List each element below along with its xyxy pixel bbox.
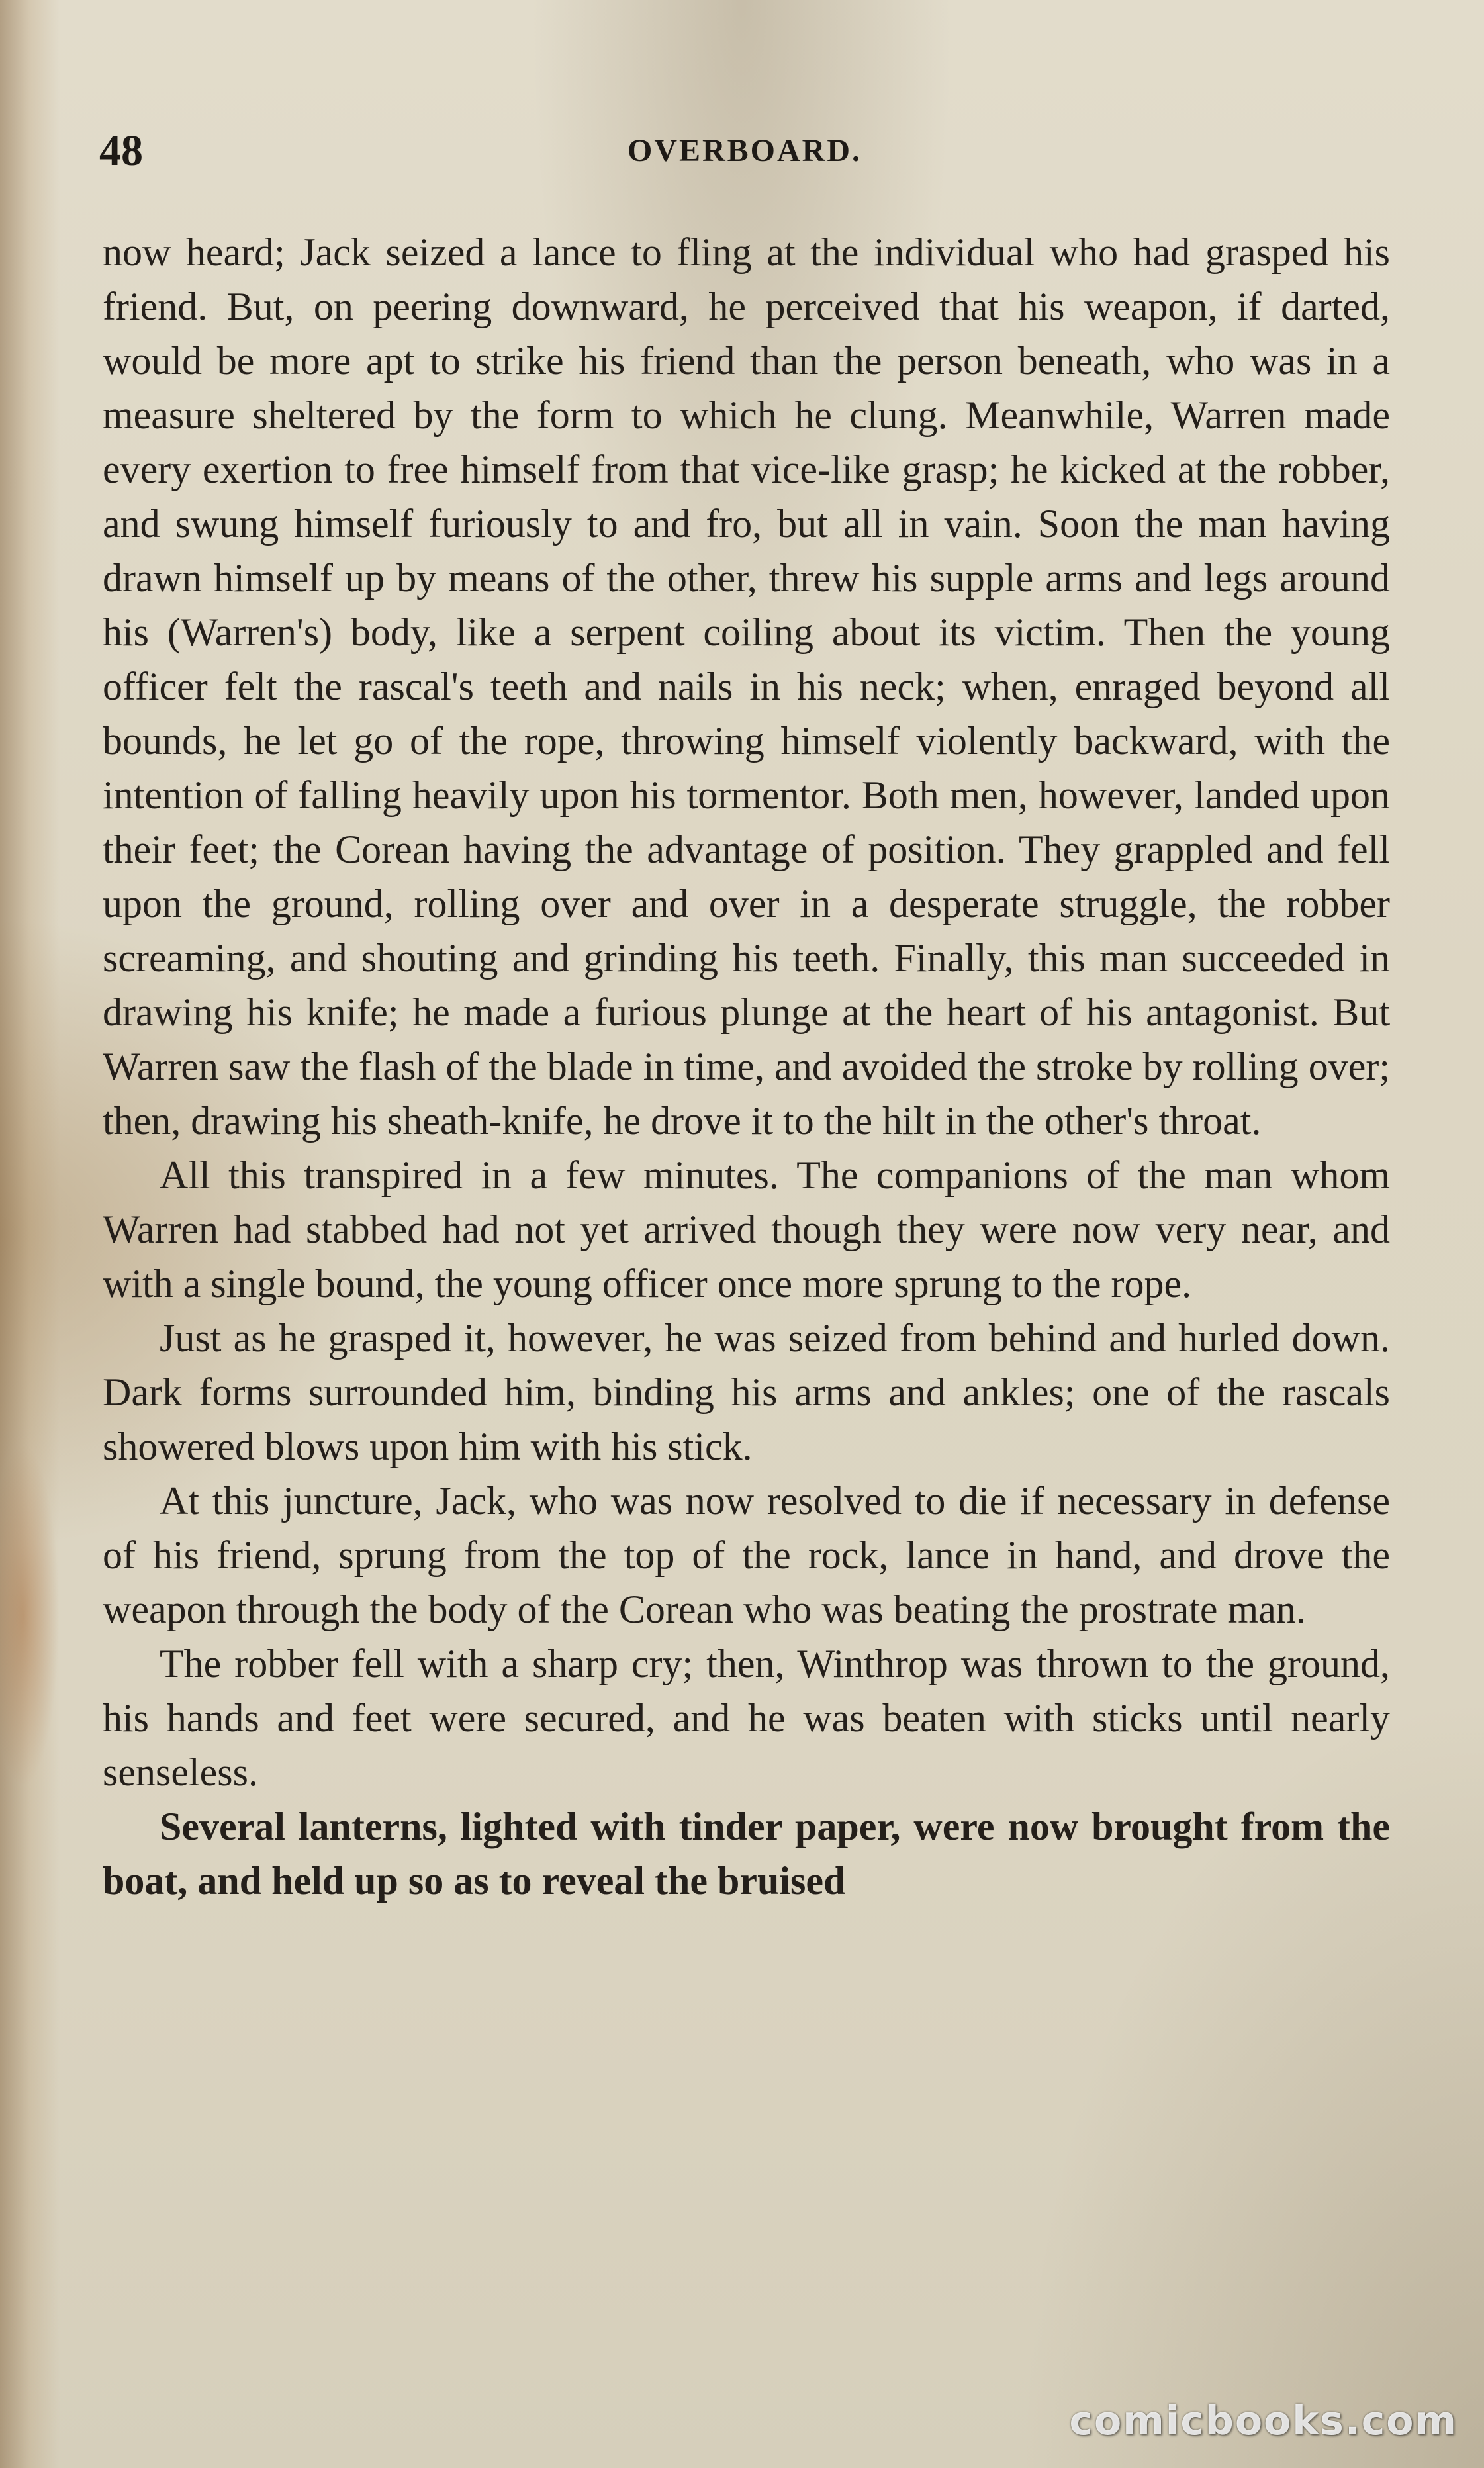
paragraph: Several lanterns, lighted with tinder paper, were now brought from the boat, and held up so as to reveal the bruised <box>103 1805 1390 1903</box>
paragraph: Just as he grasped it, however, he was seized from behind and hurled down. Dark forms surrounded him, binding his arms and ankles; one of the rascals showered blows upon him with his stick. <box>103 1316 1390 1468</box>
body-text <box>103 225 1390 1908</box>
paragraph: All this transpired in a few minutes. The companions of the man whom Warren had stabbed had not yet arrived though they were now very near, and with a single bound, the young officer once more sprung to the rope. <box>103 1153 1390 1305</box>
watermark: comicbooks.com <box>1069 2398 1458 2444</box>
paragraph: At this juncture, Jack, who was now resolved to die if necessary in defense of his friend, sprung from the top of the rock, lance in hand, and drove the weapon through the body of the Corean who was beating the prostrate man. <box>103 1479 1390 1631</box>
running-head: OVERBOARD. <box>627 133 862 168</box>
page-number: 48 <box>99 126 143 175</box>
page-edge-shadow <box>0 0 60 2468</box>
page-header <box>99 124 1390 177</box>
paragraph: now heard; Jack seized a lance to fling at the individual who had grasped his friend. But, on peering downward, he perceived that his weapon, if darted, would be more apt to strike his friend than the person beneath, who was in a measure sheltered by the form to which he clung. Meanwhile, Warren made every exertion to free himself from that vice-like grasp; he kicked at the robber, and swung himself furiously to and fro, but all in vain. Soon the man having drawn himself up by means of the other, threw his supple arms and legs around his (Warren's) body, like a serpent coiling about its victim. Then the young officer felt the rascal's teeth and nails in his neck; when, enraged beyond all bounds, he let go of the rope, throwing himself violently backward, with the intention of falling heavily upon his tormentor. Both men, however, landed upon their feet; the Corean having the advantage of position. They grappled and fell upon the ground, rolling over and over in a desperate struggle, the robber screaming, and shouting and grinding his teeth. Finally, this man succeeded in drawing his knife; he made a furious plunge at the heart of his antagonist. But Warren saw the flash of the blade in time, and avoided the stroke by rolling over; then, drawing his sheath-knife, he drove it to the hilt in the other's throat. <box>103 230 1390 1143</box>
paragraph: The robber fell with a sharp cry; then, Winthrop was thrown to the ground, his hands and feet were secured, and he was beaten with sticks until nearly senseless. <box>103 1642 1390 1794</box>
